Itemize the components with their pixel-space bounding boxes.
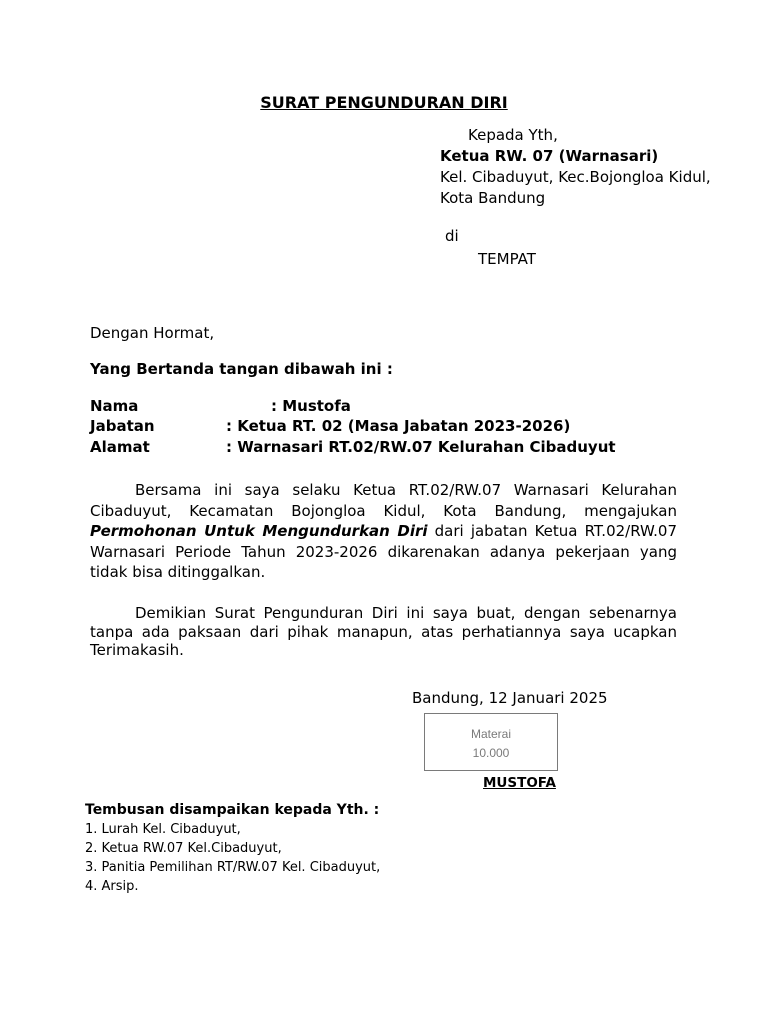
paragraph1-highlight: Permohonan Untuk Mengundurkan Diri	[90, 522, 428, 540]
signer-name: MUSTOFA	[483, 775, 556, 791]
nama-value: : Mustofa	[271, 397, 351, 415]
alamat-value: : Warnasari RT.02/RW.07 Kelurahan Cibaduyut	[226, 438, 616, 456]
tembusan-title: Tembusan disampaikan kepada Yth. :	[85, 802, 380, 818]
materai-value: 10.000	[472, 746, 510, 760]
tembusan-item: 2. Ketua RW.07 Kel.Cibaduyut,	[85, 841, 282, 856]
alamat-label: Alamat	[90, 438, 150, 456]
body-paragraph-2: Demikian Surat Pengunduran Diri ini saya buat, dengan sebenarnya tanpa ada paksaan dari pihak manapun, atas perhatiannya saya ucapkan Terimakasih.	[90, 604, 677, 659]
greeting: Dengan Hormat,	[90, 324, 215, 342]
tembusan-item: 4. Arsip.	[85, 879, 139, 894]
tembusan-item: 3. Panitia Pemilihan RT/RW.07 Kel. Cibaduyut,	[85, 860, 381, 875]
paragraph1-text-before: Bersama ini saya selaku Ketua RT.02/RW.07 Warnasari Kelurahan Cibaduyut, Kecamatan Bojongloa Kidul, Kota Bandung, mengajukan	[90, 481, 677, 520]
paragraph1-text-after: dari jabatan Ketua RT.02/RW.07 Warnasari Periode Tahun 2023-2026 dikarenakan adanya pekerjaan yang tidak bisa ditinggalkan.	[90, 522, 677, 581]
recipient-name: Ketua RW. 07 (Warnasari)	[440, 147, 659, 165]
jabatan-value: : Ketua RT. 02 (Masa Jabatan 2023-2026)	[226, 417, 571, 435]
recipient-di: di	[445, 227, 459, 245]
signature-place-date: Bandung, 12 Januari 2025	[412, 689, 608, 707]
materai-stamp-box	[424, 713, 558, 771]
recipient-address-line1: Kel. Cibaduyut, Kec.Bojongloa Kidul,	[440, 168, 711, 186]
materai-label: Materai	[470, 727, 511, 741]
tembusan-item: 1. Lurah Kel. Cibaduyut,	[85, 822, 241, 837]
recipient-address-line2: Kota Bandung	[440, 189, 546, 207]
nama-label: Nama	[90, 397, 139, 415]
page-title: SURAT PENGUNDURAN DIRI	[260, 93, 508, 112]
recipient-place: TEMPAT	[478, 250, 536, 268]
jabatan-label: Jabatan	[90, 417, 155, 435]
intro-text: Yang Bertanda tangan dibawah ini :	[90, 360, 393, 378]
recipient-salutation: Kepada Yth,	[468, 126, 558, 144]
body-paragraph-1	[90, 480, 677, 583]
